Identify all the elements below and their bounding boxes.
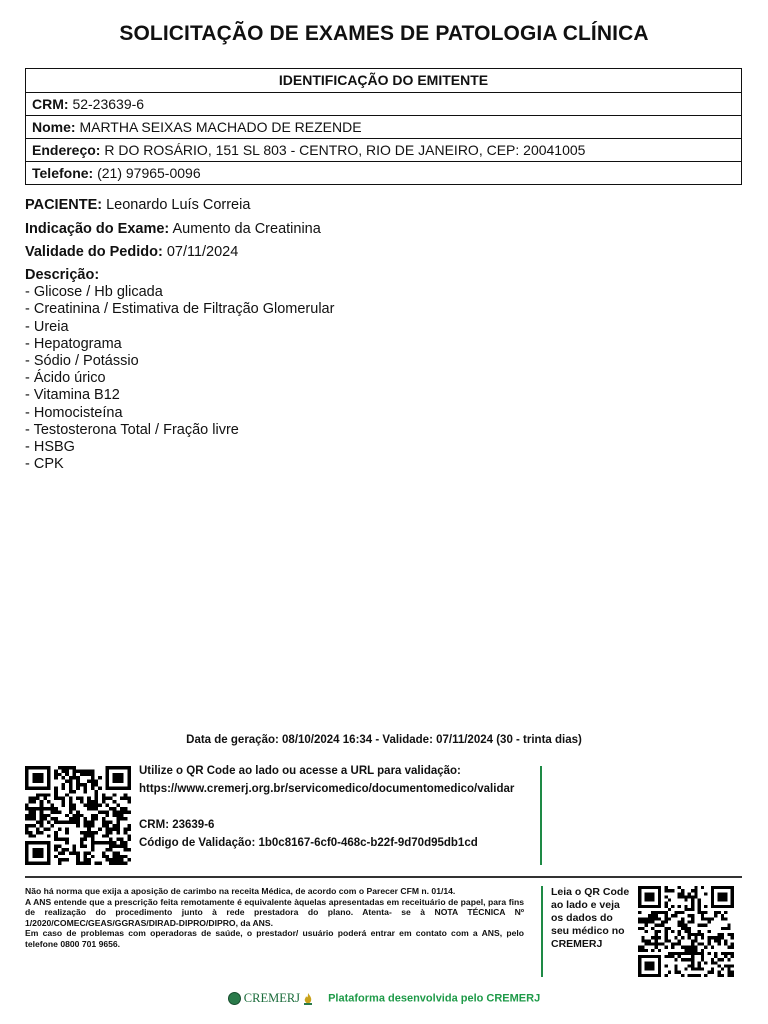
emitente-header: IDENTIFICAÇÃO DO EMITENTE: [278, 72, 489, 88]
validation-crm: CRM: 23639-6: [139, 819, 215, 831]
indicacao-label: Indicação do Exame:: [25, 221, 170, 237]
green-divider: [540, 766, 542, 865]
validation-code: Código de Validação: 1b0c8167-6cf0-468c-b22f-9d70d95db1cd: [139, 837, 478, 849]
descricao-section: [25, 267, 334, 473]
validation-instruction: Utilize o QR Code ao lado ou acesse a URL para validação:: [139, 765, 461, 777]
exam-item: - Vitamina B12: [25, 387, 120, 404]
indicacao-line: [25, 220, 321, 238]
document-title: SOLICITAÇÃO DE EXAMES DE PATOLOGIA CLÍNICA: [119, 22, 649, 45]
exam-item: - CPK: [25, 456, 64, 473]
crm-row: [26, 92, 741, 115]
crm-label: CRM:: [32, 96, 69, 112]
paciente-value: Leonardo Luís Correia: [106, 197, 251, 213]
validade-pedido-label: Validade do Pedido:: [25, 244, 163, 260]
cremerj-logo: [228, 991, 313, 1006]
cremerj-logo-text: CREMERJ: [243, 991, 301, 1005]
exam-item: - Creatinina / Estimativa de Filtração Glomerular: [25, 301, 335, 318]
crm-value: 52-23639-6: [72, 96, 145, 112]
exam-item: - Homocisteína: [25, 404, 123, 421]
indicacao-value: Aumento da Creatinina: [172, 221, 321, 237]
exam-item: - Hepatograma: [25, 335, 122, 352]
legal-paragraph: Em caso de problemas com operadoras de saúde, o prestador/ usuário poderá entrar em contato com a ANS, pelo telefone 0800 701 9656.: [25, 928, 524, 949]
telefone-label: Telefone:: [32, 165, 94, 181]
exam-list: [25, 284, 334, 473]
nome-value: MARTHA SEIXAS MACHADO DE REZENDE: [79, 119, 362, 135]
legal-paragraph: Não há norma que exija a aposição de carimbo na receita Médica, de acordo com o Parecer CFM n. 01/14.: [25, 886, 456, 896]
horizontal-divider: [25, 876, 742, 878]
validade-pedido-line: [25, 243, 238, 261]
endereco-label: Endereço:: [32, 142, 101, 158]
doctor-qr-code[interactable]: [638, 886, 734, 977]
paciente-line: [25, 196, 250, 214]
flame-icon: [303, 993, 313, 1005]
footer: [0, 991, 768, 1006]
generation-info: Data de geração: 08/10/2024 16:34 - Validade: 07/11/2024 (30 - trinta dias): [186, 734, 582, 746]
exam-item: - HSBG: [25, 439, 75, 456]
legal-notice: [25, 886, 524, 950]
exam-item: - Sódio / Potássio: [25, 353, 139, 370]
validation-qr-code[interactable]: [25, 766, 131, 865]
seal-icon: [228, 992, 241, 1005]
descricao-label: Descrição:: [25, 267, 100, 283]
nome-row: [26, 115, 741, 138]
platform-credit: Plataforma desenvolvida pelo CREMERJ: [328, 992, 541, 1005]
nome-label: Nome:: [32, 119, 76, 135]
validade-pedido-value: 07/11/2024: [166, 244, 239, 260]
green-divider: [541, 886, 543, 977]
exam-item: - Ácido úrico: [25, 370, 106, 387]
endereco-value: R DO ROSÁRIO, 151 SL 803 - CENTRO, RIO DE JANEIRO, CEP: 20041005: [104, 142, 586, 158]
telefone-value: (21) 97965-0096: [97, 165, 201, 181]
telefone-row: [26, 161, 741, 184]
endereco-row: [26, 138, 741, 161]
leia-qr-text: Leia o QR Code ao lado e veja os dados do seu médico no CREMERJ: [551, 886, 630, 950]
validation-url[interactable]: https://www.cremerj.org.br/servicomedico/documentomedico/validar: [139, 783, 515, 795]
exam-item: - Testosterona Total / Fração livre: [25, 421, 239, 438]
emitente-table: [25, 68, 742, 185]
exam-item: - Glicose / Hb glicada: [25, 284, 163, 301]
legal-paragraph: A ANS entende que a prescrição feita remotamente é equivalente àquelas apresentadas em receituário de papel, para fins de realização do procedimento junto à rede prestadora do plano. Atenta- se à NOTA TÉCNICA Nº 1/2020/COMEC/GEAS/GGRAS/DIRAD-DIPRO/DIPRO, da ANS.: [25, 896, 524, 928]
paciente-label: PACIENTE:: [25, 197, 103, 213]
exam-item: - Ureia: [25, 318, 69, 335]
